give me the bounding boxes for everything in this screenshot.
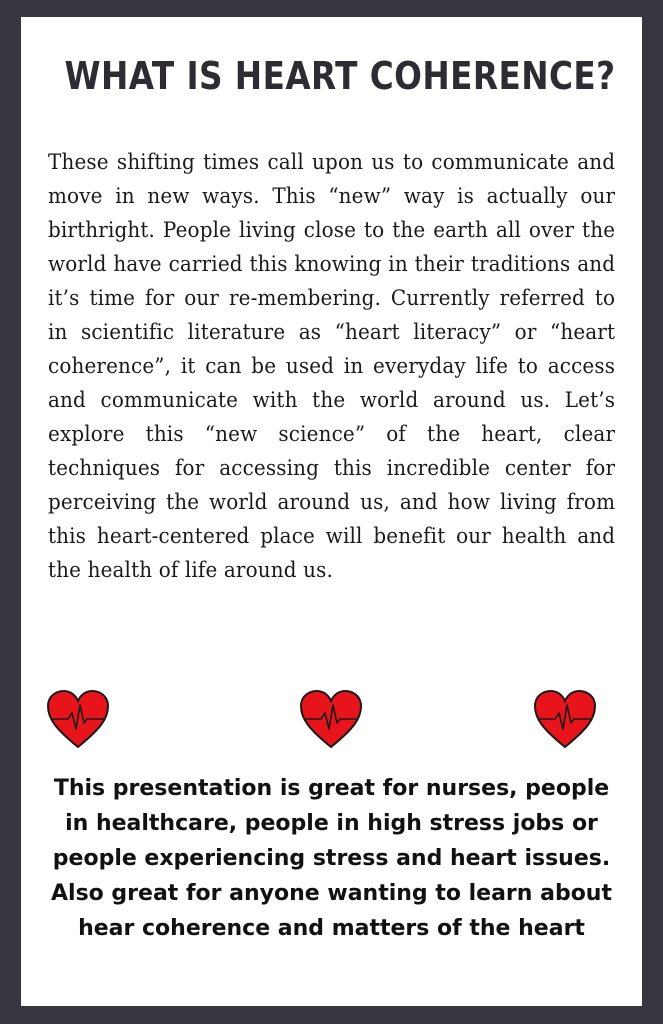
flyer-card: [21, 17, 642, 1006]
heartbeat-heart-icon: [46, 689, 110, 751]
page-title: WHAT IS HEART COHERENCE?: [64, 54, 616, 98]
audience-note: This presentation is great for nurses, people in healthcare, people in high stress jobs or people experiencing stress and heart issues. Also great for anyone wanting to learn about hear coherence and matters of the heart: [51, 776, 612, 941]
heartbeat-heart-icon: [299, 689, 363, 751]
hearts-row: [21, 689, 642, 753]
heartbeat-heart-icon: [533, 689, 597, 751]
body-paragraph: These shifting times call upon us to communicate and move in new ways. This “new” way is actually our birthright. People living close to the earth all over the world have carried this knowing in their traditions and it’s time for our re-membering. Currently referred to in scientific literature as “heart literacy” or “heart coherence”, it can be used in everyday life to access and communicate with the world around us. Let’s explore this “new science” of the heart, clear techniques for accessing this incredible center for perceiving the world around us, and how living from this heart-centered place will benefit our health and the health of life around us.: [48, 150, 616, 582]
